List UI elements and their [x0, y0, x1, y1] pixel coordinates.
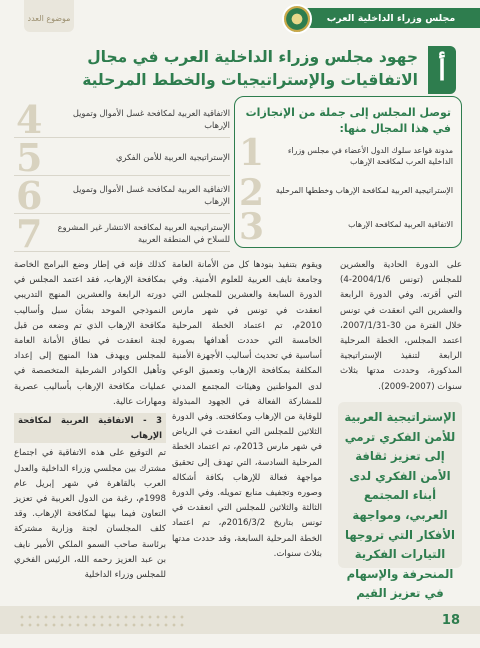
pull-quote: الإستراتيجية العربية للأمن الفكري ترمي إلى تعزيز ثقافة الأمن الفكري لدى أبناء المجتمع العربي، ومواجهة الأفكار التي تروجها التيارات الفكرية المنحرفة والإسهام في تعزيز القيم — [338, 402, 462, 568]
achievement-label: الإستراتيجية العربية لمكافحة الانتشار غير المشروع للسلاح في المنطقة العربية — [57, 221, 230, 244]
achievement-item — [14, 173, 230, 218]
achievement-item — [14, 97, 230, 142]
section-tag: موضوع العدد — [24, 0, 74, 32]
achievement-item — [239, 132, 453, 174]
achievements-list-continued — [14, 97, 230, 256]
achievement-label: الاتفاقية العربية لمكافحة غسل الأموال وتمويل الإرهاب — [72, 183, 230, 206]
body-column-middle: ويقوم بتنفيذ بنودها كل من الأمانة العامة وجامعة نايف العربية للعلوم الأمنية. وفي الدورة السابعة والعشرين للمجلس التي انعقدت في تونس في شهر مارس 2010م، تم اعتماد الخطة المرحلية الخامسة التي حددت أهدافها بصورة أساسية في تحديث أساليب الأجهزة الأمنية المكلفة بمكافحة الإرهاب وتعميق الوعي لدى المواطنين وهيئات المجتمع المدني للمشاركة الفعالة في الجهود المبذولة للوقاية من الإرهاب ومكافحته. وفي الدورة الثلاثين للمجلس التي انعقدت في الرياض في شهر مارس 2013م، تم اعتماد الخطة المرحلية السادسة، التي تهدف إلى تحقيق مواجهة فعالة للإرهاب بكافة أشكاله وصوره وتجفيف منابع تمويله. وفي الدورة الثالثة والثلاثين للمجلس التي انعقدت في تونس بتاريخ 2016/3/2م، تم اعتماد الخطة المرحلية السابعة، وقد حددت مدتها بثلاث سنوات. — [172, 260, 322, 559]
achievement-number: 2 — [239, 172, 265, 214]
page-header — [0, 0, 480, 36]
article-title-block — [26, 46, 456, 94]
article-title: جهود مجلس وزراء الداخلية العرب في مجال الاتفاقيات والإستراتيجيات والخطط المرحلية — [82, 48, 418, 89]
achievement-number: 1 — [239, 132, 265, 174]
body-paragraph: تم التوقيع على هذه الاتفاقية في اجتماع مشترك بين مجلسي وزراء الداخلية والعدل العرب بالقاهرة في شهر إبريل عام 1998م، رغبة من الدول العربية في تعزيز التعاون فيما بينها لمكافحة الإرهاب. وقد كلف المجلسان لجنة وزارية مشتركة برئاسة صاحب السمو الملكي الأمير نايف بن عبد العزيز رحمه الله، الرئيس الفخري للمجلس وزراء الداخلية — [14, 448, 166, 581]
council-logo-icon — [282, 4, 312, 34]
body-column-left — [14, 258, 166, 583]
achievement-number: 4 — [16, 97, 43, 142]
achievement-label: الإستراتيجية العربية للأمن الفكري — [115, 151, 230, 162]
achievement-label: الاتفاقية العربية لمكافحة الإرهاب — [348, 220, 453, 229]
achievement-number: 7 — [16, 211, 43, 256]
achievement-item — [239, 206, 453, 248]
title-marker: أ — [428, 46, 456, 94]
header-title: مجلس وزراء الداخلية العرب — [302, 8, 480, 28]
achievement-item — [14, 135, 230, 180]
achievement-item — [239, 172, 453, 214]
decorative-dot-pattern — [18, 613, 188, 629]
achievements-box-title: توصل المجلس إلى جملة من الإنجازات في هذا المجال منها: — [245, 106, 451, 135]
achievement-label: مدونة قواعد سلوك الدول الأعضاء في مجلس وزراء الداخلية العرب لمكافحة الإرهاب — [287, 146, 453, 166]
body-column-right: على الدورة الحادية والعشرين للمجلس (تونس 2004/1/6-4) التي أقرته. وفي الدورة الرابعة والعشرين التي انعقدت في تونس خلال الفترة من 30-2007/1/31، اعتمد المجلس، الخطة المرحلية الرابعة لتنفيذ الإستراتيجية المذكورة، وحددت مدتها بثلاث سنوات (2007-2009). — [340, 260, 462, 392]
section-subheading: 3 - الاتفاقية العربية لمكافحة الإرهاب — [14, 413, 166, 443]
achievement-label: الإستراتيجية العربية لمكافحة الإرهاب وخططها المرحلية — [275, 186, 453, 195]
achievement-label: الاتفاقية العربية لمكافحة غسل الأموال وتمويل الإرهاب — [72, 107, 230, 130]
achievement-number: 3 — [239, 206, 265, 248]
body-paragraph: كذلك فإنه في إطار وضع البرامج الخاصة بمكافحة الإرهاب، فقد اعتمد المجلس في دورته الرابعة والعشرين المنهج التدريبي النموذجي الموحد بشأن سبل وأساليب مكافحة الإرهاب الذي تم وضعه من قبل لجنة انعقدت في نطاق الأمانة العامة للمجلس ويهدف هذا المنهج إلى إعداد وتأهيل الكوادر الشرطية المتخصصة في عمليات مكافحة الإرهاب بأساليب عصرية ومهارات عالية. — [14, 260, 166, 407]
achievements-box — [234, 96, 462, 248]
page-number: 18 — [441, 613, 460, 628]
achievement-item — [14, 211, 230, 256]
achievement-number: 5 — [16, 135, 43, 180]
achievement-number: 6 — [16, 173, 43, 218]
